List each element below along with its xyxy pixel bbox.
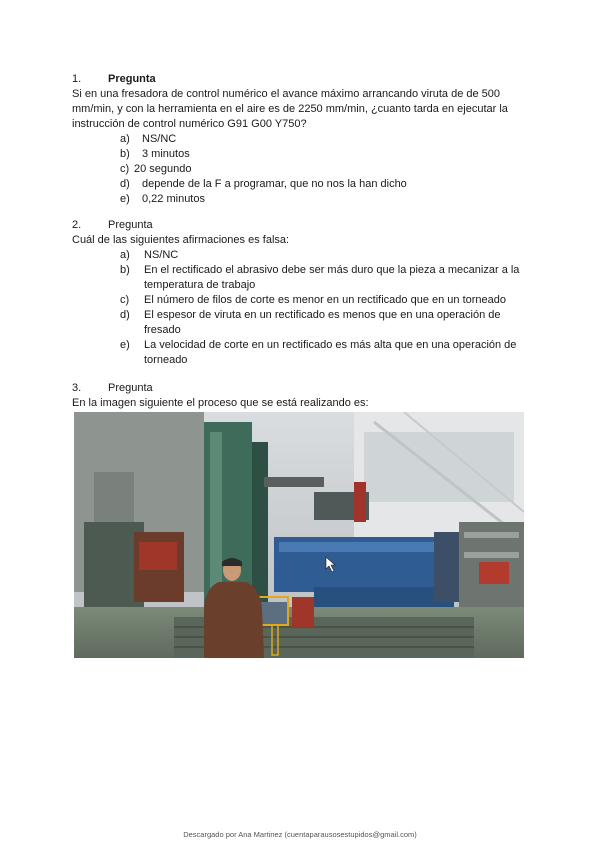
question-2-options [120,248,530,368]
option-b: b) En el rectificado el abrasivo debe ser más duro que la pieza a mecanizar a la temperatura de trabajo [120,264,520,291]
option-a: a) NS/NC [120,249,179,261]
question-1-text: Si en una fresadora de control numérico el avance máximo arrancando viruta de de 500 mm/min, y con la herramienta en el aire es de 2250 mm/min, ¿cuanto tarda en ejecutar la instrucción de control numérico G91 G00 Y750? [72,88,508,130]
machining-photo-image [74,412,524,658]
question-3-text: En la imagen siguiente el proceso que se está realizando es: [72,397,369,409]
question-1-header [72,72,156,86]
question-3-header [72,381,153,395]
question-number: 1. [72,73,82,85]
question-1-options [120,132,530,207]
question-2-text: Cuál de las siguientes afirmaciones es falsa: [72,234,290,246]
option-c: c) 20 segundo [120,163,192,175]
question-number: 3. [72,382,82,394]
question-title: Pregunta [108,382,153,394]
option-c: c) El número de filos de corte es menor en un rectificado que en un torneado [120,294,507,306]
question-title: Pregunta [108,73,156,85]
question-number: 2. [72,219,82,231]
question-title: Pregunta [108,219,153,231]
option-d: d) El espesor de viruta en un rectificado es menos que en una operación de fresado [120,309,501,336]
download-footer: Descargado por Ana Martinez (cuentaparausosestupidos@gmail.com) [183,830,417,839]
option-b: b) 3 minutos [120,148,190,160]
option-a: a) NS/NC [120,133,177,145]
option-e: e) 0,22 minutos [120,193,205,205]
option-e: e) La velocidad de corte en un rectificado es más alta que en una operación de torneado [120,339,517,366]
question-2-header [72,218,153,232]
option-d: d) depende de la F a programar, que no nos la han dicho [120,178,407,190]
machining-photo [74,412,524,658]
